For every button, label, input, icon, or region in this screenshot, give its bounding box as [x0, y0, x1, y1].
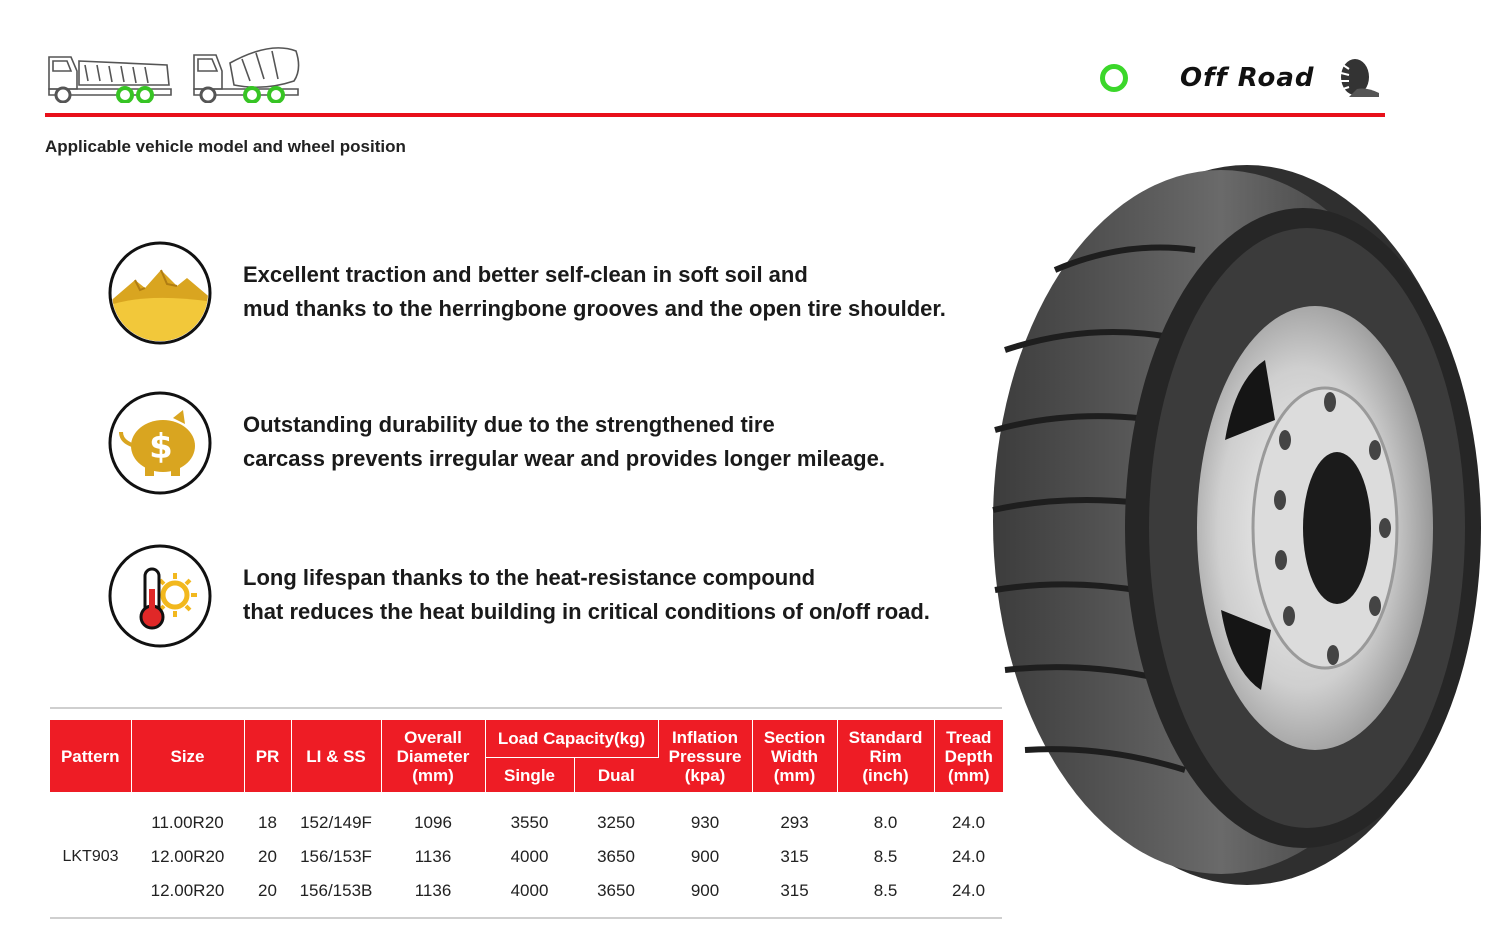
header-pr: PR	[244, 720, 291, 792]
thermometer-sun-icon	[107, 543, 213, 649]
cell-rim: 8.5	[873, 881, 898, 900]
header-pressure: Inflation Pressure (kpa)	[658, 720, 752, 792]
cell-single: 4000	[510, 847, 549, 866]
cell-li-ss: 156/153B	[299, 881, 373, 900]
feature-line: Long lifespan thanks to the heat-resistance compound	[243, 565, 816, 590]
page-subtitle: Applicable vehicle model and wheel position	[45, 137, 406, 156]
cell-diameter: 1136	[414, 881, 452, 900]
cell-pressure: 900	[690, 881, 720, 900]
feature-line: that reduces the heat building in critical conditions of on/off road.	[243, 599, 930, 624]
cell-single: 4000	[510, 881, 549, 900]
category-badge	[1100, 63, 1315, 93]
cell-li-ss: 156/153F	[300, 847, 372, 866]
cell-size: 12.00R20	[150, 881, 225, 900]
header-pattern: Pattern	[50, 720, 131, 792]
cell-diameter: 1136	[414, 847, 452, 866]
status-ring-icon	[1100, 64, 1128, 92]
cell-size: 11.00R20	[151, 813, 224, 832]
header-standard-rim: Standard Rim (inch)	[837, 720, 934, 792]
table-row	[50, 840, 1003, 874]
cell-width: 315	[780, 847, 809, 866]
feature-lifespan	[107, 543, 1007, 653]
cell-dual: 3250	[597, 813, 635, 832]
cell-pr: 20	[258, 881, 277, 900]
cell-diameter: 1096	[414, 813, 452, 832]
feature-text	[243, 258, 946, 326]
cell-dual: 3650	[597, 847, 635, 866]
cell-pr: 20	[258, 847, 277, 866]
header-tread-depth: Tread Depth (mm)	[934, 720, 1003, 792]
header-divider	[45, 113, 1385, 117]
cell-tread: 24.0	[951, 881, 986, 900]
svg-text:$: $	[149, 427, 173, 467]
spec-table	[50, 720, 1003, 908]
header-single: Single	[485, 758, 574, 793]
table-row	[50, 874, 1003, 908]
mixer-truck-icon	[190, 45, 305, 103]
feature-line: carcass prevents irregular wear and provides longer mileage.	[243, 446, 885, 471]
table-header-row	[50, 720, 1003, 758]
cell-pr: 18	[258, 813, 277, 832]
sand-dunes-icon	[107, 240, 213, 346]
off-road-tire-icon	[1335, 57, 1383, 99]
cell-pressure: 900	[690, 847, 720, 866]
feature-durability	[107, 390, 1007, 500]
category-label: Off Road	[1180, 63, 1315, 93]
cell-width: 293	[780, 813, 809, 832]
pattern-cell: LKT903	[62, 848, 119, 865]
header-dual: Dual	[574, 758, 658, 793]
cell-li-ss: 152/149F	[300, 813, 372, 832]
cell-tread: 24.0	[951, 813, 986, 832]
table-top-divider	[50, 707, 1002, 709]
feature-line: Outstanding durability due to the strengthened tire	[243, 412, 775, 437]
feature-text	[243, 561, 930, 629]
header-section-width: Section Width (mm)	[752, 720, 837, 792]
cell-pressure: 930	[690, 813, 720, 832]
header-li-ss: LI & SS	[291, 720, 381, 792]
header-load-capacity: Load Capacity(kg)	[485, 720, 658, 758]
cell-rim: 8.5	[873, 847, 898, 866]
cell-rim: 8.0	[873, 813, 898, 832]
cell-tread: 24.0	[951, 847, 986, 866]
tire-image	[985, 150, 1485, 895]
table-row	[50, 792, 1003, 840]
header-diameter: Overall Diameter (mm)	[381, 720, 485, 792]
piggy-bank-icon	[107, 390, 213, 496]
cell-dual: 3650	[597, 881, 635, 900]
cell-size: 12.00R20	[150, 847, 225, 866]
dump-truck-icon	[45, 45, 175, 103]
cell-single: 3550	[510, 813, 549, 832]
feature-traction	[107, 240, 1007, 350]
cell-width: 315	[780, 881, 809, 900]
feature-line: Excellent traction and better self-clean in soft soil and	[243, 262, 808, 287]
feature-line: mud thanks to the herringbone grooves and the open tire shoulder.	[243, 296, 946, 321]
header-size: Size	[131, 720, 244, 792]
table-bottom-divider	[50, 917, 1002, 919]
feature-text	[243, 408, 885, 476]
